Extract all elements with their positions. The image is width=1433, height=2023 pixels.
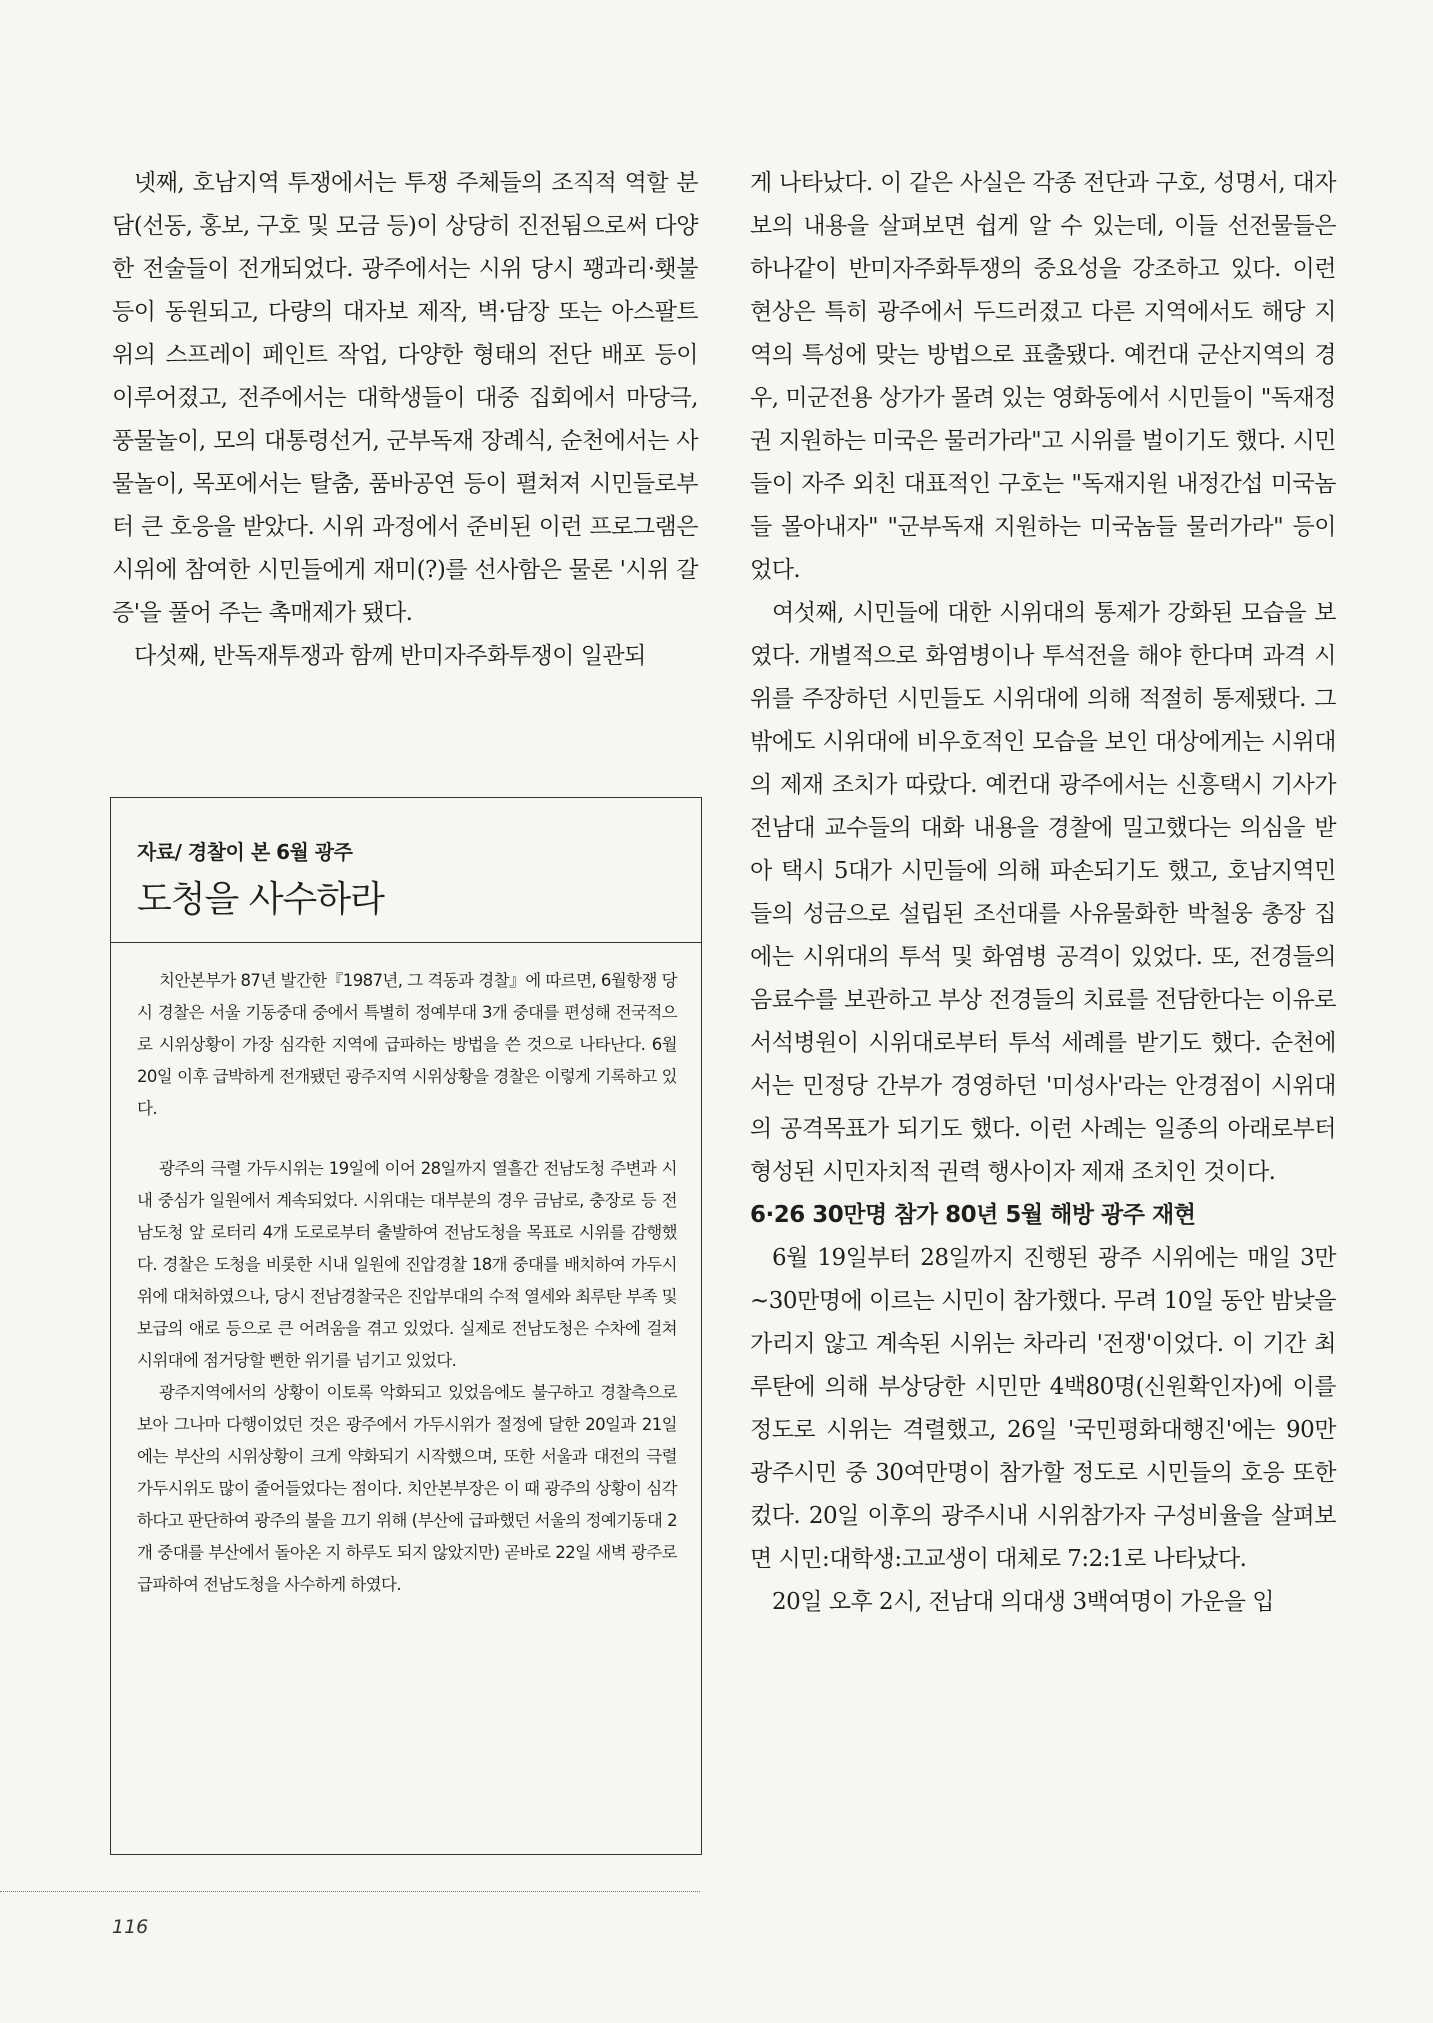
sidebar-paragraph: 광주의 극렬 가두시위는 19일에 이어 28일까지 열흘간 전남도청 주변과 시내 중심가 일원에서 계속되었다. 시위대는 대부분의 경우 금남로, 충장로 등 전남도청 앞 로터리 4개 도로로부터 출발하여 전남도청을 목표로 시위를 감행했다. 경찰은 도청을 비롯한 시내 일원에 진압경찰 18개 중대를 배치하여 가두시위에 대처하였으나, 당시 전남경찰국은 진압부대의 수적 열세와 최루탄 부족 및 보급의 애로 등으로 큰 어려움을 겪고 있었다. 실제로 전남도청은 수차에 걸쳐 시위대에 점거당할 뻔한 위기를 넘기고 있었다. — [137, 1159, 677, 1370]
footer-divider — [0, 1891, 700, 1892]
sidebar-divider — [111, 942, 701, 943]
left-column — [112, 162, 698, 678]
body-paragraph: 다섯째, 반독재투쟁과 함께 반미자주화투쟁이 일관되 — [134, 643, 646, 669]
sidebar-paragraph: 광주지역에서의 상황이 이토록 악화되고 있었음에도 불구하고 경찰측으로 보아 그나마 다행이었던 것은 광주에서 가두시위가 절정에 달한 20일과 21일에는 부산의 시위상황이 크게 약화되기 시작했으며, 또한 서울과 대전의 극렬 가두시위도 많이 줄어들었다는 점이다. 치안본부장은 이 때 광주의 상황이 심각하다고 판단하여 광주의 불을 끄기 위해 (부산에 급파했던 서울의 정예기동대 2개 중대를 부산에서 돌아온 지 하루도 되지 않았지만) 곧바로 22일 새벽 광주로 급파하여 전남도청을 사수하게 하였다. — [137, 1383, 677, 1594]
page-number: 116 — [112, 1916, 149, 1938]
sidebar-box — [110, 797, 702, 1855]
body-paragraph: 게 나타났다. 이 같은 사실은 각종 전단과 구호, 성명서, 대자보의 내용을 살펴보면 쉽게 알 수 있는데, 이들 선전물들은 하나같이 반미자주화투쟁의 중요성을 강조하고 있다. 이런 현상은 특히 광주에서 두드러졌고 다른 지역에서도 해당 지역의 특성에 맞는 방법으로 표출됐다. 예컨대 군산지역의 경우, 미군전용 상가가 몰려 있는 영화동에서 시민들이 "독재정권 지원하는 미국은 물러가라"고 시위를 벌이기도 했다. 시민들이 자주 외친 대표적인 구호는 "독재지원 내정간섭 미국놈들 몰아내자" "군부독재 지원하는 미국놈들 물러가라" 등이었다. — [750, 170, 1336, 583]
sidebar-title: 도청을 사수하라 — [137, 879, 384, 920]
body-paragraph: 6월 19일부터 28일까지 진행된 광주 시위에는 매일 3만~30만명에 이르는 시민이 참가했다. 무려 10일 동안 밤낮을 가리지 않고 계속된 시위는 차라리 '전쟁'이었다. 이 기간 최루탄에 의해 부상당한 시민만 4백80명(신원확인자)에 이를 정도로 시위는 격렬했고, 26일 '국민평화대행진'에는 90만 광주시민 중 30여만명이 참가할 정도로 시민들의 호응 또한 컸다. 20일 이후의 광주시내 시위참가자 구성비율을 살펴보면 시민:대학생:고교생이 대체로 7:2:1로 나타났다. — [750, 1245, 1336, 1572]
body-paragraph: 여섯째, 시민들에 대한 시위대의 통제가 강화된 모습을 보였다. 개별적으로 화염병이나 투석전을 해야 한다며 과격 시위를 주장하던 시민들도 시위대에 의해 적절히 통제됐다. 그 밖에도 시위대에 비우호적인 모습을 보인 대상에게는 시위대의 제재 조치가 따랐다. 예컨대 광주에서는 신흥택시 기사가 전남대 교수들의 대화 내용을 경찰에 밀고했다는 의심을 받아 택시 5대가 시민들에 의해 파손되기도 했고, 호남지역민들의 성금으로 설립된 조선대를 사유물화한 박철웅 총장 집에는 시위대의 투석 및 화염병 공격이 있었다. 또, 전경들의 음료수를 보관하고 부상 전경들의 치료를 전담한다는 이유로 서석병원이 시위대로부터 투석 세례를 받기도 했다. 순천에서는 민정당 간부가 경영하던 '미성사'라는 안경점이 시위대의 공격목표가 되기도 했다. 이런 사례는 일종의 아래로부터 형성된 시민자치적 권력 행사이자 제재 조치인 것이다. — [750, 600, 1336, 1185]
sidebar-intro: 치안본부가 87년 발간한『1987년, 그 격동과 경찰』에 따르면, 6월항쟁 당시 경찰은 서울 기동중대 중에서 특별히 정예부대 3개 중대를 편성해 전국적으로 시위상황이 가장 심각한 지역에 급파하는 방법을 쓴 것으로 나타난다. 6월 20일 이후 급박하게 전개됐던 광주지역 시위상황을 경찰은 이렇게 기록하고 있다. — [137, 971, 677, 1118]
body-paragraph: 20일 오후 2시, 전남대 의대생 3백여명이 가운을 입 — [772, 1589, 1274, 1615]
right-column — [750, 162, 1336, 1624]
body-paragraph: 넷째, 호남지역 투쟁에서는 투쟁 주체들의 조직적 역할 분담(선동, 홍보, 구호 및 모금 등)이 상당히 진전됨으로써 다양한 전술들이 전개되었다. 광주에서는 시위 당시 꽹과리·횃불 등이 동원되고, 다량의 대자보 제작, 벽·담장 또는 아스팔트 위의 스프레이 페인트 작업, 다양한 형태의 전단 배포 등이 이루어졌고, 전주에서는 대학생들이 대중 집회에서 마당극, 풍물놀이, 모의 대통령선거, 군부독재 장례식, 순천에서는 사물놀이, 목포에서는 탈춤, 품바공연 등이 펼쳐져 시민들로부터 큰 호응을 받았다. 시위 과정에서 준비된 이런 프로그램은 시위에 참여한 시민들에게 재미(?)를 선사함은 물론 '시위 갈증'을 풀어 주는 촉매제가 됐다. — [112, 170, 698, 626]
sidebar-kicker: 자료/ 경찰이 본 6월 광주 — [137, 840, 353, 864]
section-subheading: 6·26 30만명 참가 80년 5월 해방 광주 재현 — [750, 1202, 1196, 1228]
